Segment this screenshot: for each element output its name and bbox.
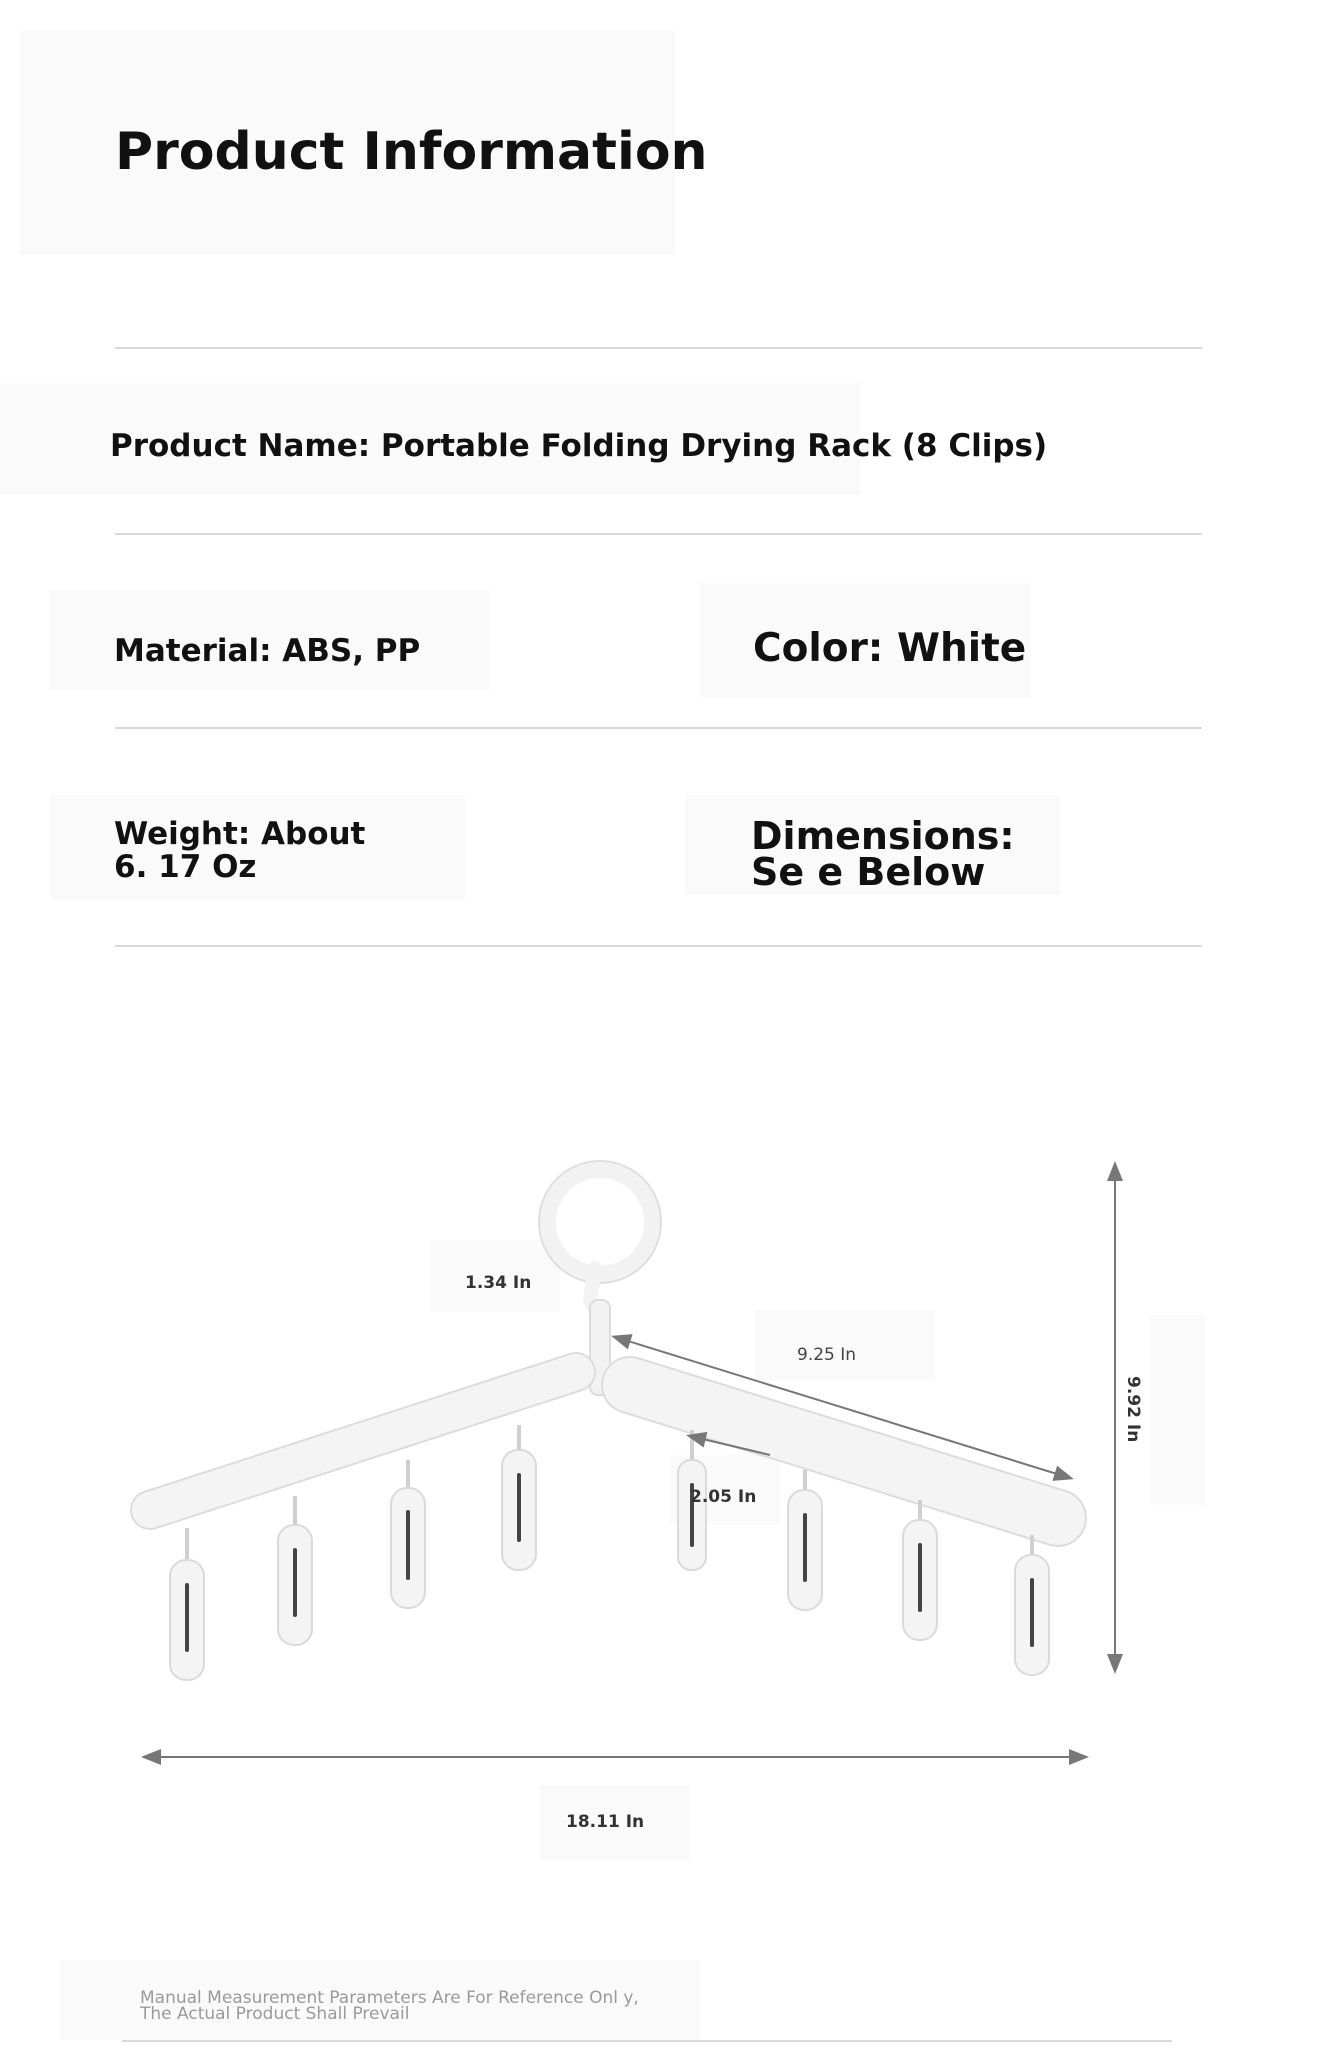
disclaimer-note: Manual Measurement Parameters Are For Reference Onl y, The Actual Product Shall Prevail: [140, 1988, 639, 2024]
material-spec: Material: ABS, PP: [114, 633, 421, 669]
clip: [1015, 1535, 1049, 1675]
width-label: 18.11 In: [566, 1812, 645, 1832]
height-label: 9.92 In: [1123, 1376, 1143, 1443]
page-title: Product Information: [115, 122, 708, 182]
arm-length-label: 9.25 In: [797, 1345, 857, 1365]
color-spec: Color: White: [753, 626, 1027, 671]
clip: [903, 1500, 937, 1640]
clip-length-label: 2.05 In: [690, 1487, 757, 1507]
hook-ring-icon: [548, 1170, 652, 1274]
dimensions-spec: Dimensions: Se e Below: [751, 814, 1015, 894]
clip: [170, 1528, 204, 1680]
clip: [788, 1470, 822, 1610]
hook-diameter-label: 1.34 In: [465, 1273, 532, 1293]
divider: [122, 2040, 1172, 2042]
clip: [391, 1460, 425, 1608]
clip: [278, 1496, 312, 1645]
clip: [502, 1425, 536, 1570]
product-name: Product Name: Portable Folding Drying Rack (8 Clips): [110, 428, 1048, 464]
weight-spec: Weight: About 6. 17 Oz: [114, 816, 366, 885]
